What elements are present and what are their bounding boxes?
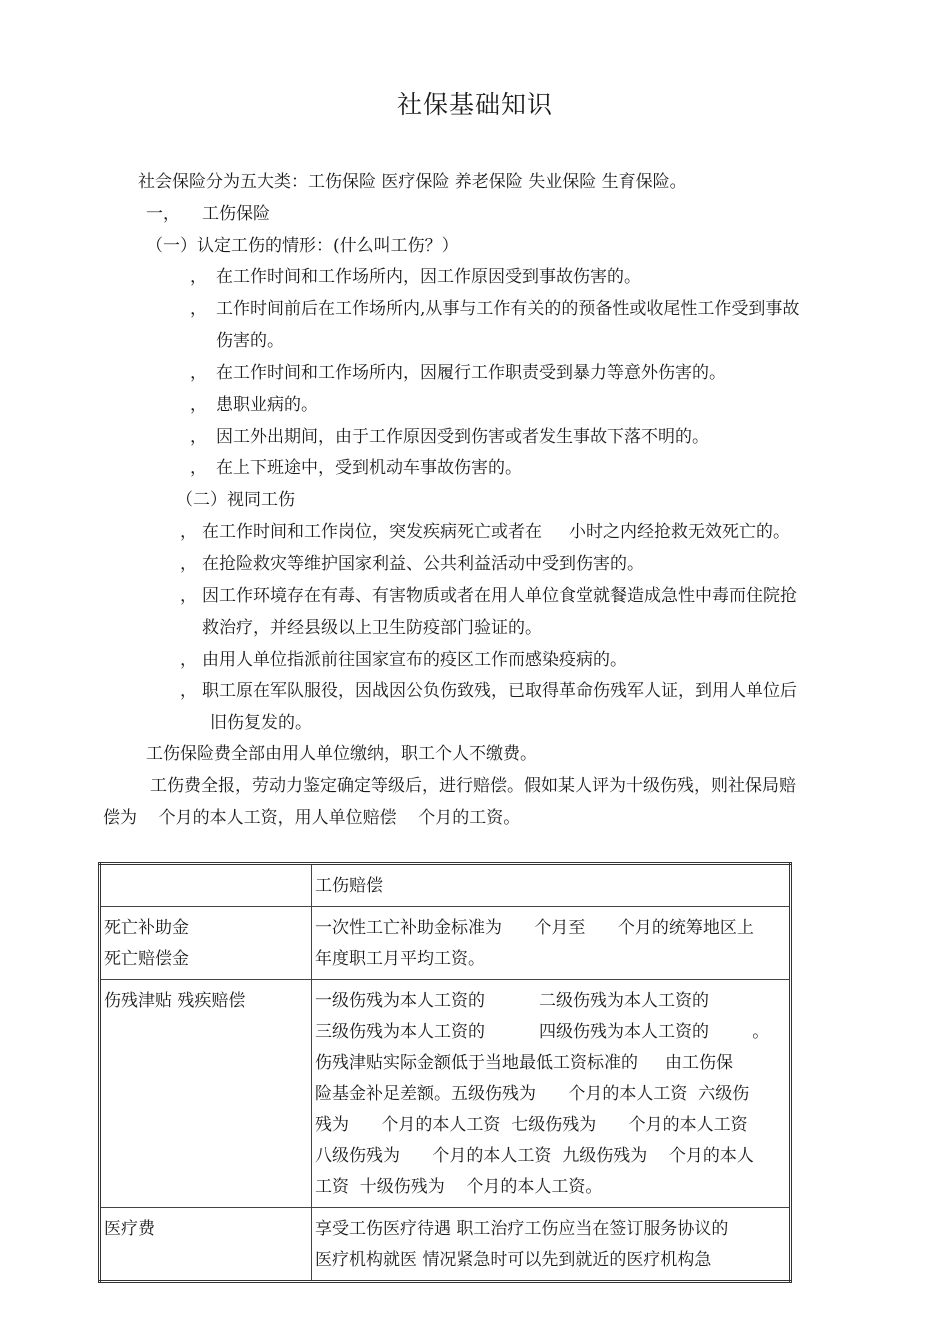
list-bullet: ， [190, 427, 207, 447]
table-row [100, 907, 791, 980]
table-row [100, 980, 791, 1208]
list-item: 患职业病的。 [216, 395, 318, 415]
list-item: 因工外出期间，由于工作原因受到伤害或者发生事故下落不明的。 [216, 427, 709, 447]
list-item: 因工作环境存在有毒、有害物质或者在用人单位食堂就餐造成急性中毒而住院抢 [202, 586, 797, 606]
table-row-content: 一级伤残为本人工资的 二级伤残为本人工资的 三级伤残为本人工资的 四级伤残为本人工资的 。 伤残津贴实际金额低于当地最低工资标准的 由工伤保 险基金补足差额。五级伤残为 个月的本人工资 六级伤 残为 个月的本人工资 七级伤残为 个月的本人工资 八级伤残为 个月的本人工资 九级伤残为 个月的本人 工资 十级伤残为 个月的本人工资。 [312, 980, 791, 1208]
paragraph-fee: 工伤保险费全部由用人单位缴纳，职工个人不缴费。 [146, 744, 537, 764]
list-bullet: ， [190, 267, 207, 287]
list-item-continued: 旧伤复发的。 [210, 713, 312, 733]
paragraph-compensation-continued: 偿为 个月的本人工资，用人单位赔偿 个月的工资。 [103, 808, 521, 828]
list-item: 在工作时间和工作岗位，突发疾病死亡或者在 小时之内经抢救无效死亡的。 [202, 522, 791, 542]
list-item: 在工作时间和工作场所内，因履行工作职责受到暴力等意外伤害的。 [216, 363, 726, 383]
subsection-2-heading: （二）视同工伤 [176, 490, 295, 510]
list-bullet: ， [190, 458, 207, 478]
list-bullet: ， [190, 363, 207, 383]
table-row-label: 医疗费 [100, 1208, 312, 1282]
list-bullet: ， [180, 522, 197, 542]
page-title: 社保基础知识 [396, 90, 553, 119]
table-row [100, 1208, 791, 1282]
list-bullet: ， [180, 554, 197, 574]
list-item: 在抢险救灾等维护国家利益、公共利益活动中受到伤害的。 [202, 554, 644, 574]
compensation-table [98, 862, 792, 1283]
table-row-content: 一次性工亡补助金标准为 个月至 个月的统筹地区上 年度职工月平均工资。 [312, 907, 791, 980]
list-bullet: ， [180, 586, 197, 606]
table-row-content: 享受工伤医疗待遇 职工治疗工伤应当在签订服务协议的 医疗机构就医 情况紧急时可以先到就近的医疗机构急 [312, 1208, 791, 1282]
table-header-cell: 工伤赔偿 [312, 864, 791, 907]
table-header-cell [100, 864, 312, 907]
list-item: 工作时间前后在工作场所内,从事与工作有关的的预备性或收尾性工作受到事故 [216, 299, 800, 319]
list-bullet: ， [180, 650, 197, 670]
table-header-row [100, 864, 791, 907]
list-bullet: ， [190, 395, 207, 415]
list-item: 由用人单位指派前往国家宣布的疫区工作而感染疫病的。 [202, 650, 627, 670]
section-heading: 工伤保险 [202, 204, 270, 224]
intro-paragraph: 社会保险分为五大类：工伤保险 医疗保险 养老保险 失业保险 生育保险。 [138, 172, 687, 192]
list-item: 在上下班途中，受到机动车事故伤害的。 [216, 458, 522, 478]
list-item: 在工作时间和工作场所内，因工作原因受到事故伤害的。 [216, 267, 641, 287]
paragraph-compensation: 工伤费全报，劳动力鉴定确定等级后，进行赔偿。假如某人评为十级伤残，则社保局赔 [150, 776, 796, 796]
list-bullet: ， [180, 681, 197, 701]
list-item: 职工原在军队服役，因战因公负伤致残，已取得革命伤残军人证，到用人单位后 [202, 681, 797, 701]
subsection-1-heading: （一）认定工伤的情形：(什么叫工伤？） [146, 236, 459, 256]
table-row-label: 伤残津贴 残疾赔偿 [100, 980, 312, 1208]
table-row-label: 死亡补助金 死亡赔偿金 [100, 907, 312, 980]
section-number: 一， [146, 204, 180, 224]
list-bullet: ， [190, 299, 207, 319]
list-item-continued: 救治疗，并经县级以上卫生防疫部门验证的。 [202, 618, 542, 638]
list-item-continued: 伤害的。 [216, 331, 284, 351]
